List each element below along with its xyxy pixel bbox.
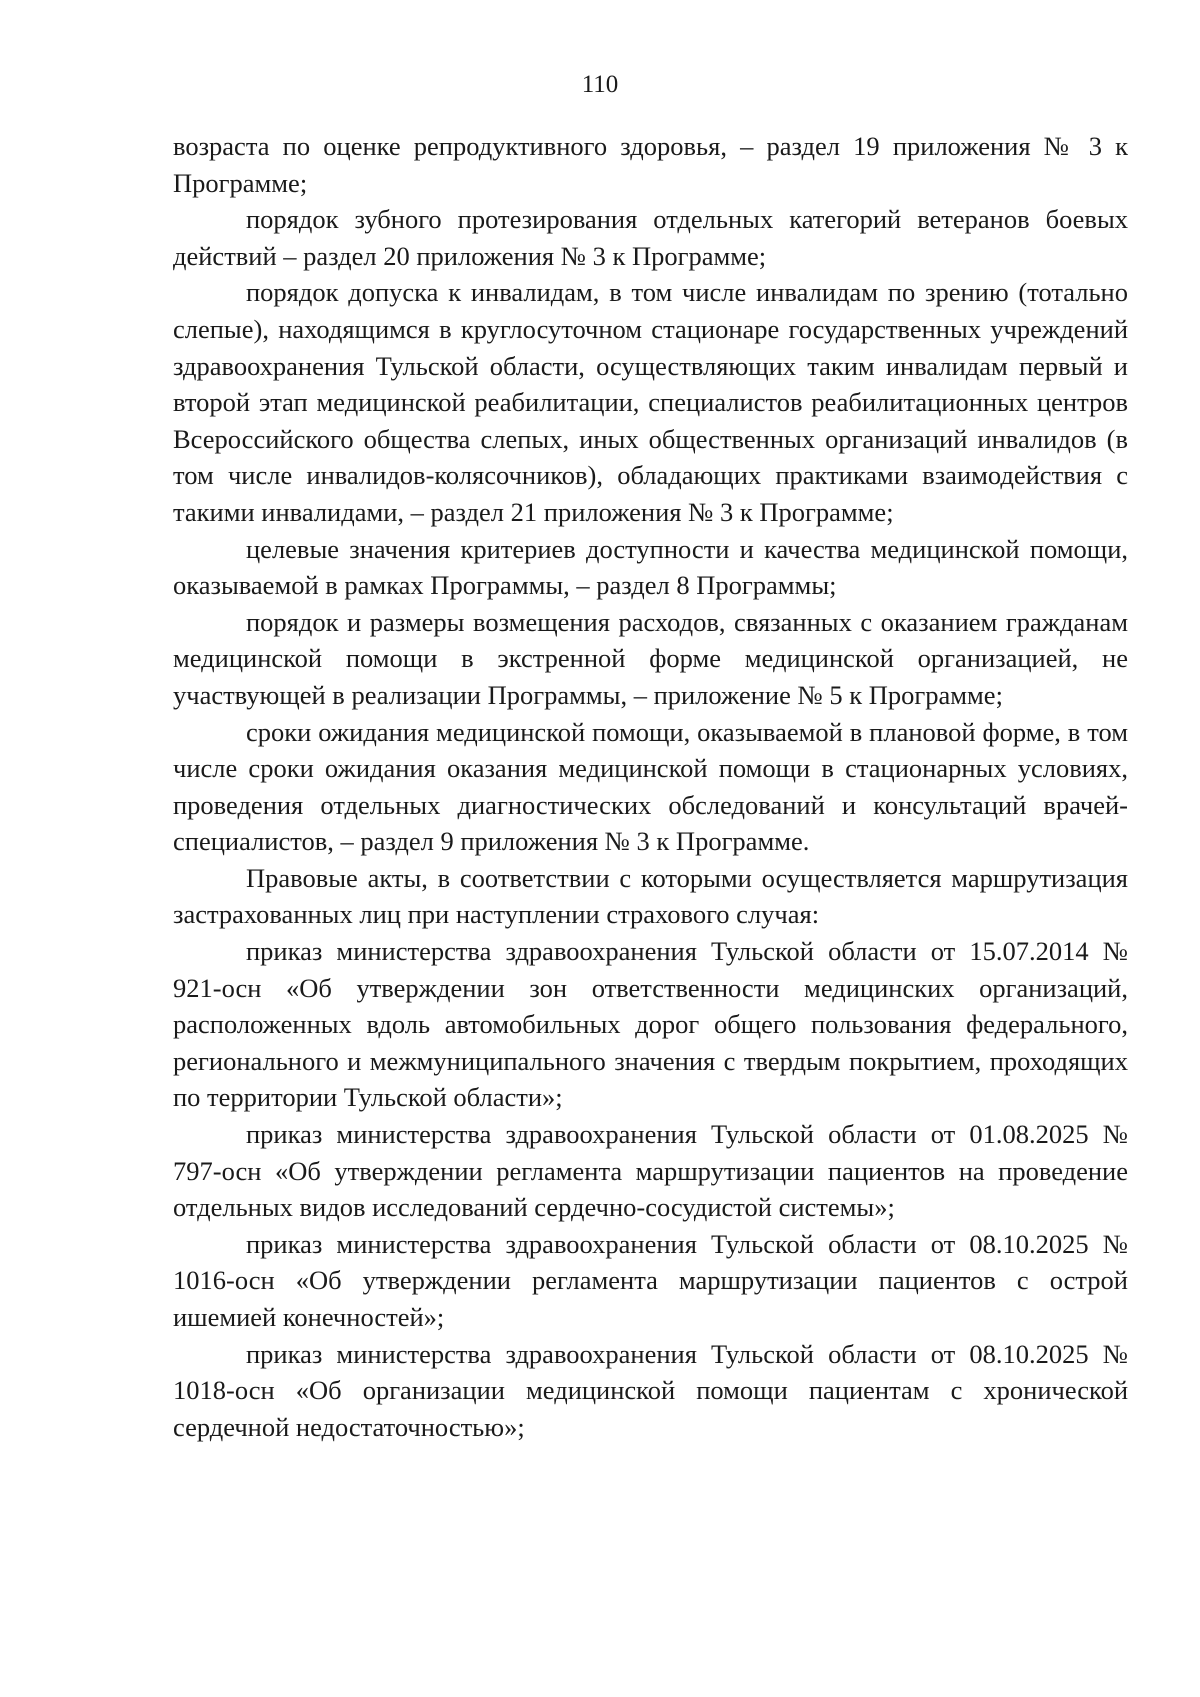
paragraph-legal-acts-intro: Правовые акты, в соответствии с которыми осуществляется маршрутизация застрахованных лиц при наступлении страхового случая: [173,862,1128,930]
paragraph-order-797: приказ министерства здравоохранения Тульской области от 01.08.2025 № 797-осн «Об утверждении регламента маршрутизации пациентов на проведение отдельных видов исследований сердечно-сосудистой системы»; [173,1119,1128,1223]
paragraph-target-values: целевые значения критериев доступности и качества медицинской помощи, оказываемой в рамках Программы, – раздел 8 Программы; [173,533,1128,601]
paragraph-order-1016: приказ министерства здравоохранения Тульской области от 08.10.2025 № 1016-осн «Об утверждении регламента маршрутизации пациентов с острой ишемией конечностей»; [173,1228,1128,1332]
document-body [173,128,1128,1445]
page-number: 110 [581,71,619,98]
paragraph-expense-reimbursement: порядок и размеры возмещения расходов, связанных с оказанием гражданам медицинской помощи в экстренной форме медицинской организацией, не участвующей в реализации Программы, – приложение № 5 к Программе; [173,606,1128,710]
paragraph-order-921: приказ министерства здравоохранения Тульской области от 15.07.2014 № 921-осн «Об утверждении зон ответственности медицинских организаций, расположенных вдоль автомобильных дорог общего пользования федерального, регионального и межмуниципального значения с твердым покрытием, проходящих по территории Тульской области»; [173,936,1128,1113]
paragraph-continuation: возраста по оценке репродуктивного здоровья, – раздел 19 приложения № 3 к Программе; [173,131,1128,198]
paragraph-waiting-times: сроки ожидания медицинской помощи, оказываемой в плановой форме, в том числе сроки ожидания оказания медицинской помощи в стационарных условиях, проведения отдельных диагностических обследований и консультаций врачей-специалистов, – раздел 9 приложения № 3 к Программе. [173,716,1128,857]
paragraph-dental-prosthetics: порядок зубного протезирования отдельных категорий ветеранов боевых действий – раздел 20 приложения № 3 к Программе; [173,204,1128,271]
paragraph-order-1018: приказ министерства здравоохранения Тульской области от 08.10.2025 № 1018-осн «Об организации медицинской помощи пациентам с хронической сердечной недостаточностью»; [173,1338,1128,1442]
paragraph-disabled-access: порядок допуска к инвалидам, в том числе инвалидам по зрению (тотально слепые), находящимся в круглосуточном стационаре государственных учреждений здравоохранения Тульской области, осуществляющих таким инвалидам первый и второй этап медицинской реабилитации, специалистов реабилитационных центров Всероссийского общества слепых, иных общественных организаций инвалидов (в том числе инвалидов-колясочников), обладающих практиками взаимодействия с такими инвалидами, – раздел 21 приложения № 3 к Программе; [173,277,1128,527]
